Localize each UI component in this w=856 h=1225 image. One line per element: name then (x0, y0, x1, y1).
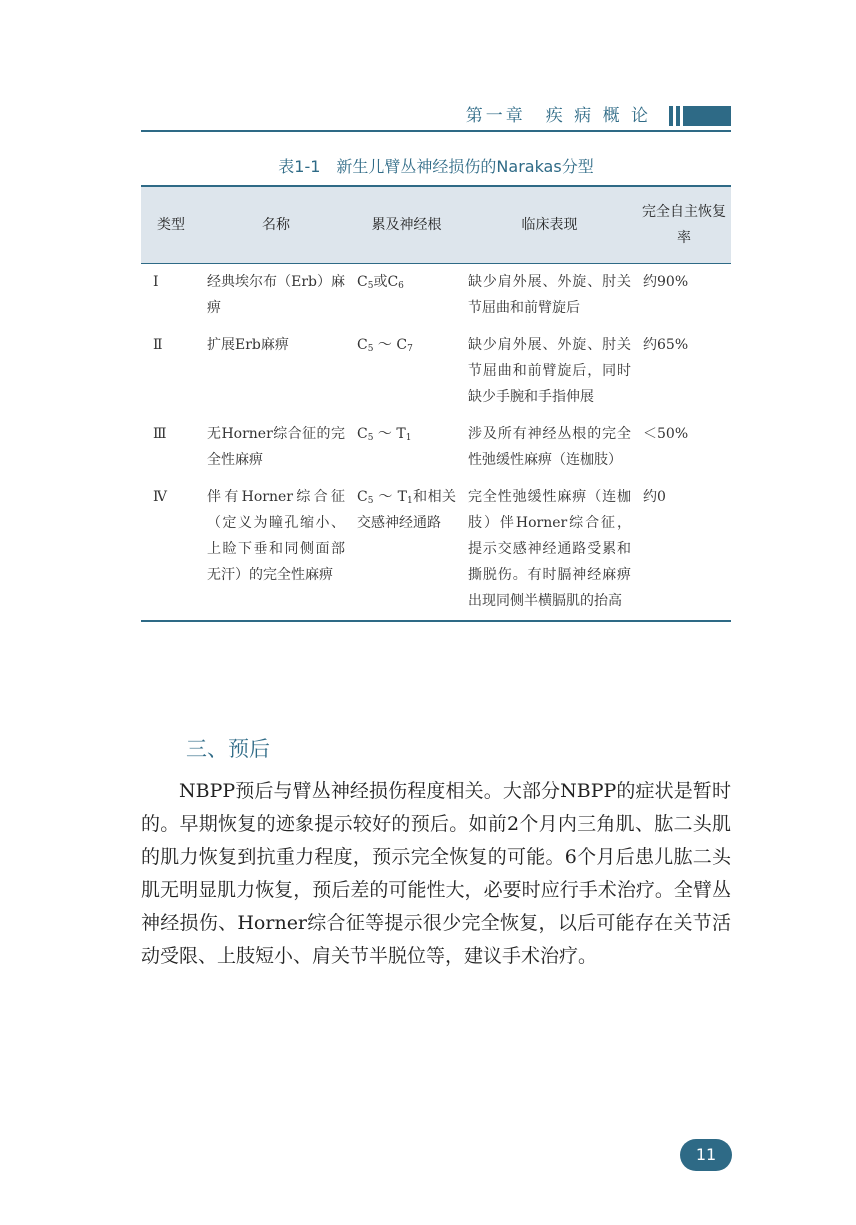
table-row (141, 416, 731, 479)
rate-cell: 约90% (643, 274, 689, 290)
rate-cell: ＜50% (643, 426, 689, 442)
name-cell: 经典埃尔布（Erb）麻痹 (207, 274, 345, 316)
body-paragraph: NBPP预后与臂丛神经损伤程度相关。大部分NBPP的症状是暂时的。早期恢复的迹象提示较好的预后。如前2个月内三角肌、肱二头肌的肌力恢复到抗重力程度，预示完全恢复的可能。6个月后患儿肱二头肌无明显肌力恢复，预后差的可能性大，必要时应行手术治疗。全臂丛神经损伤、Horner综合征等提示很少完全恢复，以后可能存在关节活动受限、上肢短小、肩关节半脱位等，建议手术治疗。 (141, 780, 731, 967)
clinical-cell: 缺少肩外展、外旋、肘关节屈曲和前臂旋后，同时缺少手腕和手指伸展 (468, 337, 631, 405)
type-cell: Ⅰ (153, 274, 159, 290)
narakas-table (141, 185, 731, 622)
name-cell: 伴有Horner综合征（定义为瞳孔缩小、上睑下垂和同侧面部无汗）的完全性麻痹 (201, 479, 351, 621)
roots-cell: $C_5$ ～ $T_1$ (357, 426, 412, 443)
running-header (141, 104, 731, 132)
table-row (141, 264, 731, 328)
roots-cell: $C_5$ ～ $C_7$ (357, 337, 413, 354)
roots-cell: $C_5$或$C_6$ (357, 274, 404, 291)
rate-cell: 约0 (637, 479, 731, 621)
table-row (141, 479, 731, 621)
clinical-cell: 涉及所有神经丛根的完全性弛缓性麻痹（连枷肢） (468, 426, 631, 468)
chapter-title: 第一章 疾 病 概 论 (465, 106, 651, 126)
type-cell: Ⅱ (153, 337, 163, 353)
column-header: 临床表现 (462, 186, 637, 264)
rate-cell: 约65% (643, 337, 689, 353)
table-row (141, 327, 731, 416)
column-header: 累及神经根 (351, 186, 462, 264)
header-ornament (669, 106, 731, 126)
table-title: 表1-1 新生儿臂丛神经损伤的Narakas分型 (278, 157, 594, 176)
column-header: 完全自主恢复率 (637, 186, 731, 264)
type-cell: Ⅳ (141, 479, 201, 621)
name-cell: 无Horner综合征的完全性麻痹 (207, 426, 345, 468)
name-cell: 扩展Erb麻痹 (207, 337, 289, 353)
page-number-badge: 11 (680, 1139, 732, 1171)
column-header: 名称 (201, 186, 351, 264)
roots-cell: $C_5$ ～ $T_1$和相关交感神经通路 (351, 479, 462, 621)
column-header: 类型 (141, 186, 201, 264)
section-heading: 三、预后 (186, 737, 270, 761)
clinical-cell: 完全性弛缓性麻痹（连枷肢）伴Horner综合征，提示交感神经通路受累和撕脱伤。有时膈神经麻痹出现同侧半横膈肌的抬高 (462, 479, 637, 621)
table-header-row (141, 186, 731, 264)
clinical-cell: 缺少肩外展、外旋、肘关节屈曲和前臂旋后 (468, 274, 631, 316)
type-cell: Ⅲ (153, 426, 167, 442)
